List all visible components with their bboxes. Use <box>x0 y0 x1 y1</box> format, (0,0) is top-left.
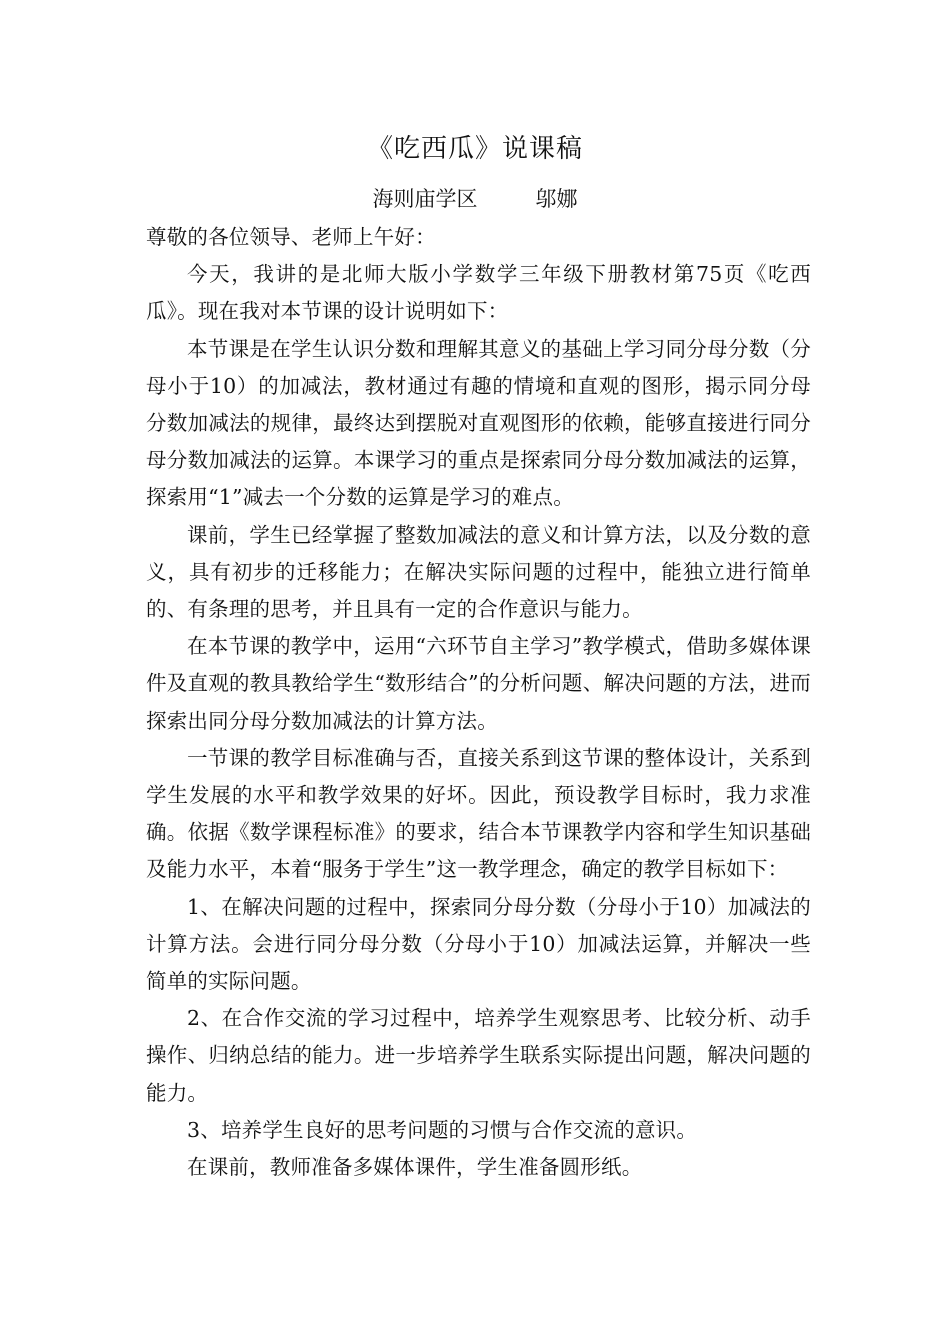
paragraph-goal-1: 1、在解决问题的过程中，探索同分母分数（分母小于10）加减法的计算方法。会进行同分母分数（分母小于10）加减法运算，并解决一些简单的实际问题。 <box>146 894 811 994</box>
paragraph-goal-2: 2、在合作交流的学习过程中，培养学生观察思考、比较分析、动手操作、归纳总结的能力。进一步培养学生联系实际提出问题，解决问题的能力。 <box>146 1006 811 1105</box>
paragraph-teaching-goals: 一节课的教学目标准确与否，直接关系到这节课的整体设计，关系到学生发展的水平和教学效果的好坏。因此，预设教学目标时，我力求准确。依据《数学课程标准》的要求，结合本节课教学内容和学生知识基础及能力水平，本着“服务于学生”这一教学理念，确定的教学目标如下： <box>146 745 811 882</box>
paragraph-intro: 今天，我讲的是北师大版小学数学三年级下册教材第75页《吃西瓜》。现在我对本节课的设计说明如下： <box>146 262 811 324</box>
author-line <box>0 183 950 215</box>
paragraph-teaching-method: 在本节课的教学中，运用“六环节自主学习”教学模式，借助多媒体课件及直观的教具教给学生“数形结合”的分析问题、解决问题的方法，进而探索出同分母分数加减法的计算方法。 <box>146 634 811 733</box>
document-body <box>146 219 811 1186</box>
document-title: 《吃西瓜》说课稿 <box>366 134 583 164</box>
paragraph-textbook-analysis: 本节课是在学生认识分数和理解其意义的基础上学习同分母分数（分母小于10）的加减法，教材通过有趣的情境和直观的图形，揭示同分母分数加减法的规律，最终达到摆脱对直观图形的依赖，能够直接进行同分母分数加减法的运算。本课学习的重点是探索同分母分数加减法的运算，探索用“1”减去一个分数的运算是学习的难点。 <box>146 336 811 510</box>
author-name: 邬娜 <box>535 187 578 211</box>
paragraph-preparation: 在课前，教师准备多媒体课件，学生准备圆形纸。 <box>187 1155 643 1180</box>
paragraph-student-analysis: 课前，学生已经掌握了整数加减法的意义和计算方法，以及分数的意义，具有初步的迁移能力；在解决实际问题的过程中，能独立进行简单的、有条理的思考，并且具有一定的合作意识与能力。 <box>146 522 811 622</box>
author-school: 海则庙学区 <box>372 187 478 211</box>
greeting: 尊敬的各位领导、老师上午好： <box>146 225 436 249</box>
paragraph-goal-3: 3、培养学生良好的思考问题的习惯与合作交流的意识。 <box>187 1117 698 1142</box>
